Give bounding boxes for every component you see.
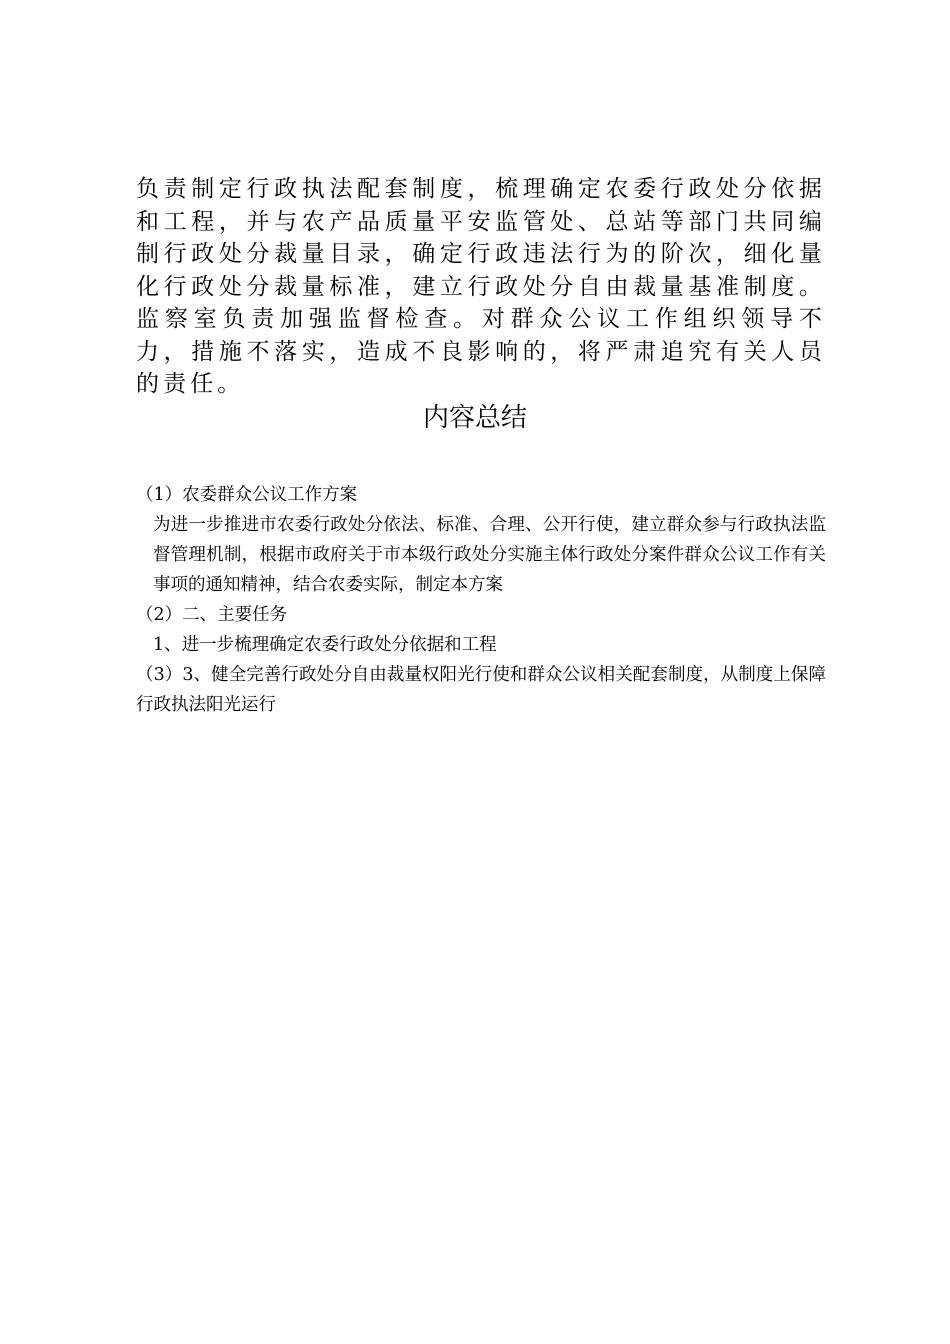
summary-item-3-text: （3）3、健全完善行政处分自由裁量权阳光行使和群众公议相关配套制度，从制度上保障行政执法阳光运行 [136, 665, 826, 715]
summary-item-1-heading: （1）农委群众公议工作方案 [136, 485, 358, 505]
summary-item-2-body: 1、进一步梳理确定农委行政处分依据和工程 [153, 635, 497, 655]
summary-item-1-body: 为进一步推进市农委行政处分依法、标准、合理、公开行使，建立群众参与行政执法监督管理机制，根据市政府关于市本级行政处分实施主体行政处分案件群众公议工作有关事项的通知精神，结合农委实际，制定本方案 [153, 515, 826, 595]
summary-section [136, 480, 826, 720]
body-paragraph: 负责制定行政执法配套制度，梳理确定农委行政处分依据和工程，并与农产品质量平安监管处、总站等部门共同编制行政处分裁量目录，确定行政违法行为的阶次，细化量化行政处分裁量标准，建立行政处分自由裁量基准制度。监察室负责加强监督检查。对群众公议工作组织领导不力，措施不落实，造成不良影响的，将严肃追究有关人员的责任。 [136, 176, 826, 397]
summary-title: 内容总结 [422, 403, 527, 433]
summary-item-2-heading: （2）二、主要任务 [136, 605, 288, 625]
